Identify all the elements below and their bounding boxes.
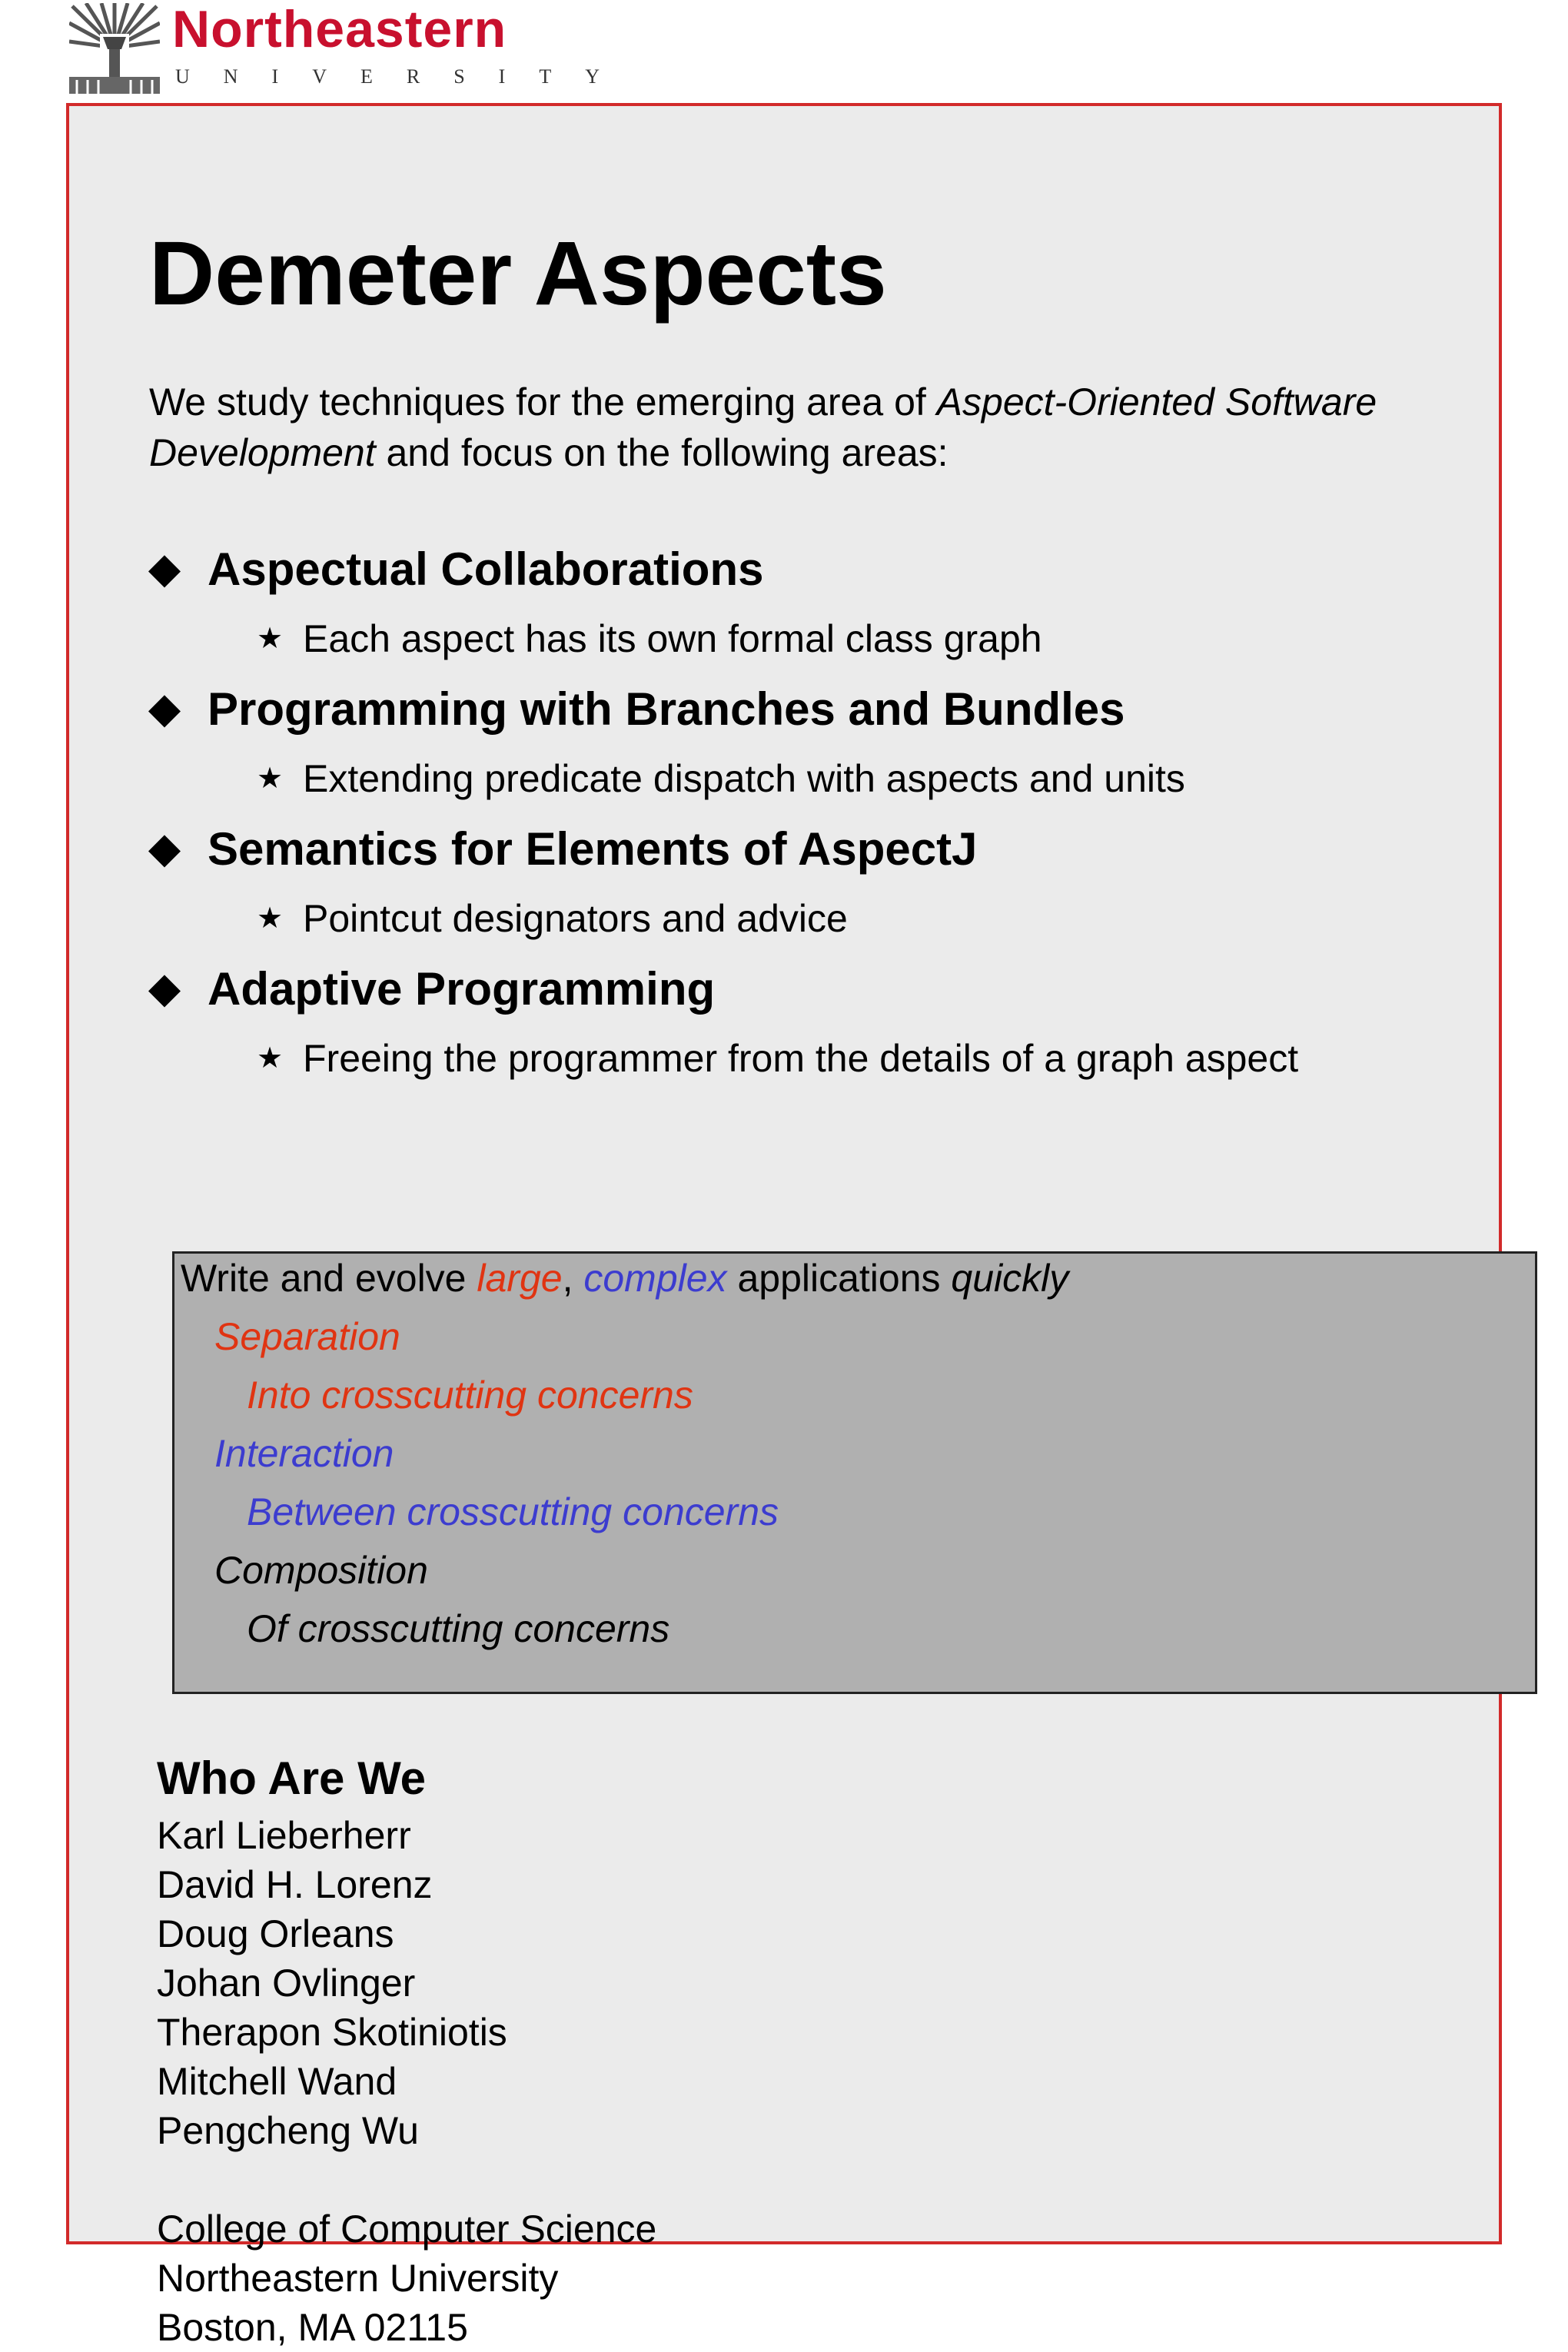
area-heading [149,807,1487,890]
area-heading-text: Aspectual Collaborations [208,543,764,595]
logo-subtitle: UNIVERSITY [175,65,633,88]
diamond-bullet-icon: ◆ [149,966,180,1011]
people-list [157,1811,507,2155]
area-detail [149,750,1487,807]
goal-complex: complex [583,1257,727,1300]
logo-wordmark: Northeastern [172,0,507,58]
goal-separation-detail: Into crosscutting concerns [247,1374,693,1417]
postal-address [157,2204,656,2352]
person-name: Doug Orleans [157,1912,394,1955]
person-name: Mitchell Wand [157,2060,397,2103]
intro-text-1: We study techniques for the emerging area of [149,380,937,424]
person-name: Pengcheng Wu [157,2109,419,2152]
area-heading [149,947,1487,1030]
goal-box [172,1251,1537,1694]
area-detail [149,610,1487,667]
area-detail-text: Each aspect has its own formal class graph [303,617,1042,660]
area-heading-text: Semantics for Elements of AspectJ [208,822,978,875]
star-bullet-icon: ★ [257,902,284,935]
star-bullet-icon: ★ [257,1042,284,1075]
intro-text-2: and focus on the following areas: [375,431,948,474]
area-detail-text: Freeing the programmer from the details of a graph aspect [303,1037,1299,1080]
goal-text: Write and evolve [181,1257,477,1300]
area-heading-text: Adaptive Programming [208,962,716,1015]
goal-composition: Composition [214,1549,428,1592]
area-heading [149,527,1487,610]
goal-interaction-detail: Between crosscutting concerns [247,1490,779,1533]
area-detail [149,1030,1487,1087]
area-heading [149,667,1487,750]
address-line: Northeastern University [157,2257,559,2300]
address-line: College of Computer Science [157,2207,657,2251]
star-bullet-icon: ★ [257,762,284,795]
goal-comma: , [562,1257,584,1300]
goal-quickly: quickly [951,1257,1069,1300]
diamond-bullet-icon: ◆ [149,686,180,731]
poster-panel [66,103,1502,2349]
goal-headline [181,1255,1068,1301]
goal-text-2: applications [726,1257,952,1300]
goal-large: large [477,1257,563,1300]
torch-seal-icon [69,3,160,94]
page-title: Demeter Aspects [149,223,887,324]
star-bullet-icon: ★ [257,623,284,655]
area-detail-text: Pointcut designators and advice [303,897,848,940]
address-line: Boston, MA 02115 [157,2306,468,2349]
goal-interaction: Interaction [214,1432,394,1475]
person-name: Therapon Skotiniotis [157,2011,507,2054]
focus-areas-list [149,527,1487,1087]
person-name: David H. Lorenz [157,1863,433,1906]
intro-paragraph [149,377,1456,478]
goal-separation: Separation [214,1315,400,1358]
person-name: Karl Lieberherr [157,1814,411,1857]
goal-composition-detail: Of crosscutting concerns [247,1607,670,1650]
diamond-bullet-icon: ◆ [149,826,180,871]
university-logo [69,0,633,94]
area-heading-text: Programming with Branches and Bundles [208,683,1125,735]
person-name: Johan Ovlinger [157,1962,416,2005]
who-heading: Who Are We [157,1752,427,1804]
diamond-bullet-icon: ◆ [149,546,180,591]
intro-emphasis: Aspect-Oriented Software Development [149,380,1377,474]
area-detail [149,890,1487,947]
area-detail-text: Extending predicate dispatch with aspects and units [303,757,1185,800]
